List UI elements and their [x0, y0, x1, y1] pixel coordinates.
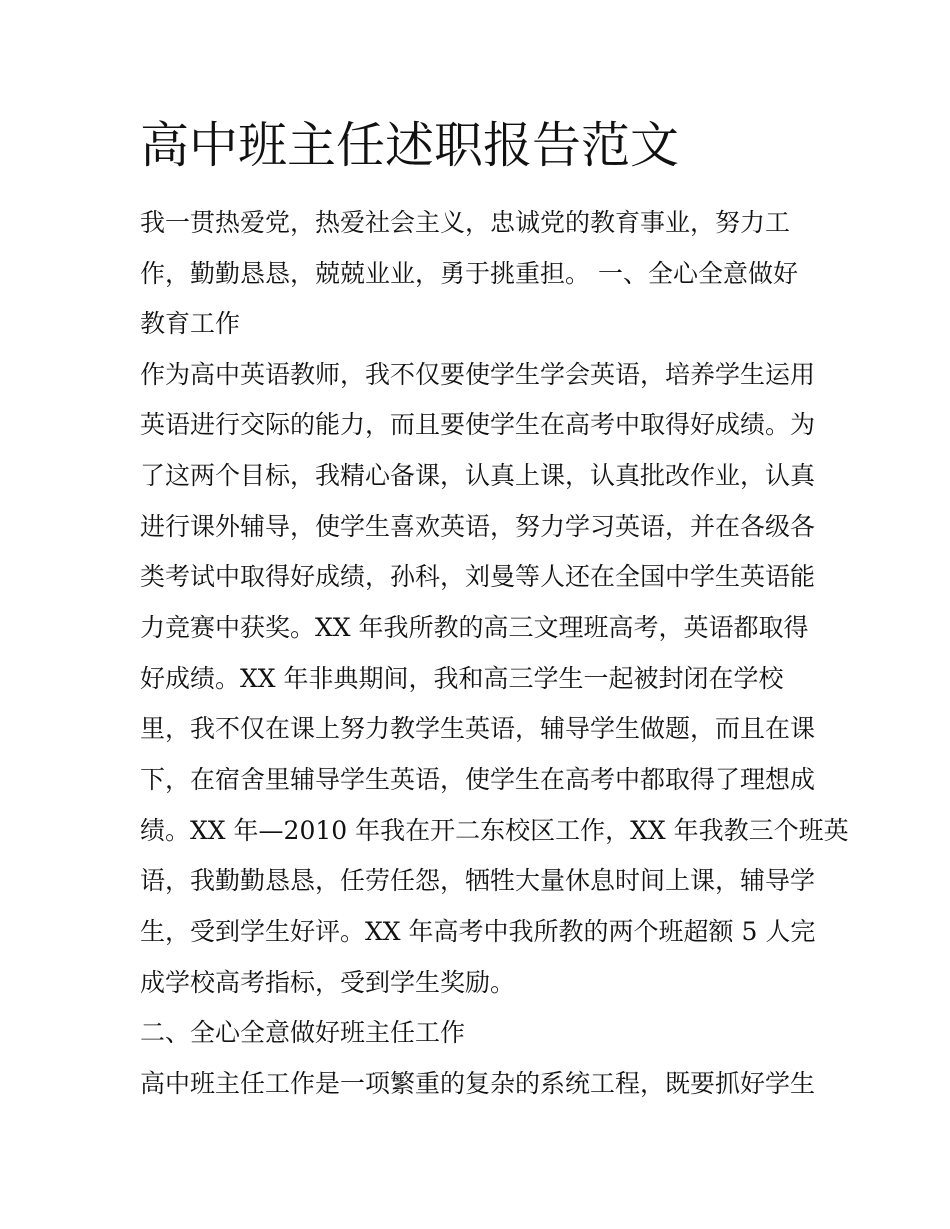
text-line: 作，勤勤恳恳，兢兢业业，勇于挑重担。 一、全心全意做好: [140, 259, 798, 288]
text-line: 了这两个目标，我精心备课，认真上课，认真批改作业，认真: [140, 461, 816, 490]
text-line: 进行课外辅导，使学生喜欢英语，努力学习英语，并在各级各: [140, 512, 816, 541]
text-line: 成学校高考指标，受到学生奖励。: [140, 968, 516, 997]
text-line: 好成绩。XX 年非典期间，我和高三学生一起被封闭在学校: [140, 664, 784, 693]
document-title: 高中班主任述职报告范文: [140, 117, 680, 174]
text-line: 语，我勤勤恳恳，任劳任怨，牺牲大量休息时间上课，辅导学: [140, 866, 816, 895]
text-line: 力竞赛中获奖。XX 年我所教的高三文理班高考，英语都取得: [140, 613, 809, 642]
text-line: 下，在宿舍里辅导学生英语，使学生在高考中都取得了理想成: [140, 765, 816, 794]
text-line: 作为高中英语教师，我不仅要使学生学会英语，培养学生运用: [140, 360, 816, 389]
text-line: 绩。XX 年—2010 年我在开二东校区工作，XX 年我教三个班英: [140, 816, 849, 845]
text-line: 类考试中取得好成绩，孙科，刘曼等人还在全国中学生英语能: [140, 562, 816, 591]
text-line: 高中班主任工作是一项繁重的复杂的系统工程，既要抓好学生: [140, 1069, 816, 1098]
section-heading: 二、全心全意做好班主任工作: [140, 1018, 466, 1047]
text-line: 英语进行交际的能力，而且要使学生在高考中取得好成绩。为: [140, 410, 816, 439]
text-line: 教育工作: [140, 309, 241, 338]
text-line: 生，受到学生好评。XX 年高考中我所教的两个班超额 5 人完: [140, 917, 816, 946]
text-line: 里，我不仅在课上努力教学生英语，辅导学生做题，而且在课: [140, 714, 816, 743]
text-line: 我一贯热爱党，热爱社会主义，忠诚党的教育事业，努力工: [140, 208, 791, 237]
